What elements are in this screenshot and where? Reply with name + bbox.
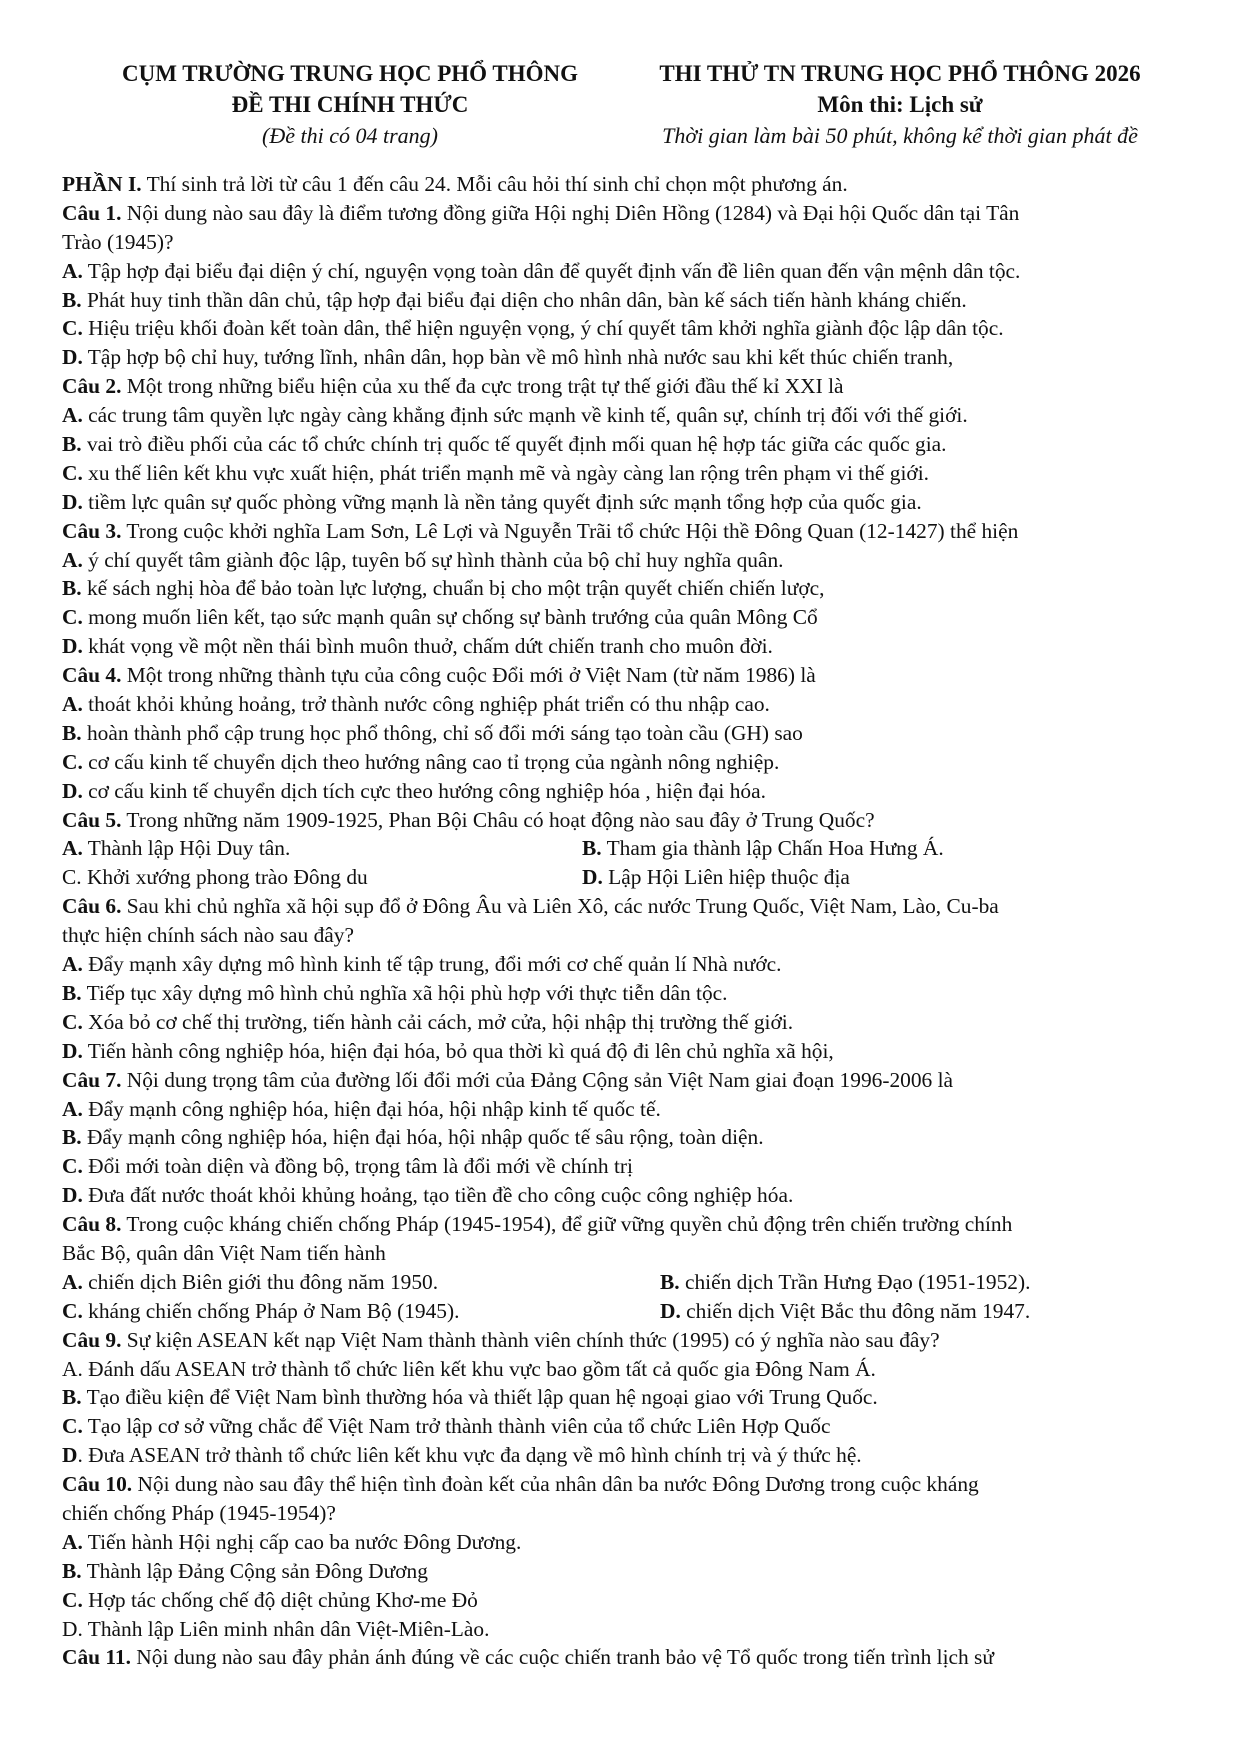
option-letter: C. (62, 749, 83, 774)
question-9-option (62, 1412, 1187, 1441)
option-letter: D. (62, 1038, 83, 1063)
option-letter: B. (62, 576, 82, 601)
option-text: Hợp tác chống chế độ diệt chủng Khơ-me Đỏ (82, 1587, 478, 1612)
question-1-stem (62, 228, 1187, 257)
option-text: D. Thành lập Liên minh nhân dân Việt-Miên-Lào. (62, 1616, 490, 1641)
question-3-option (62, 632, 1187, 661)
option-text: kế sách nghị hòa để bảo toàn lực lượng, chuẩn bị cho một trận quyết chiến chiến lược, (81, 576, 825, 601)
option-letter: D. (62, 634, 83, 659)
question-5-label: Câu 5. (62, 807, 122, 832)
question-5-option-row (62, 834, 1187, 863)
option-letter: A. (62, 547, 83, 572)
page-count-note: (Đề thi có 04 trang) (262, 123, 438, 148)
question-5-option (62, 863, 582, 892)
question-10-option (62, 1586, 1187, 1615)
question-10-text: chiến chống Pháp (1945-1954)? (62, 1500, 336, 1525)
option-text: Tập hợp bộ chỉ huy, tướng lĩnh, nhân dân, họp bàn về mô hình nhà nước sau khi kết thúc chiến tranh, (82, 345, 954, 370)
subject-label: Môn thi: Lịch sử (817, 92, 983, 117)
question-6-text: Sau khi chủ nghĩa xã hội sụp đổ ở Đông Âu và Liên Xô, các nước Trung Quốc, Việt Nam, Lào, Cu-ba (121, 894, 999, 919)
question-2-stem (62, 372, 1187, 401)
part-text: Thí sinh trả lời từ câu 1 đến câu 24. Mỗi câu hỏi thí sinh chỉ chọn một phương án. (141, 172, 848, 196)
part-instruction (62, 170, 1187, 199)
question-9-stem (62, 1326, 1187, 1355)
exam-body (62, 170, 1187, 1672)
question-1-option (62, 286, 1187, 315)
option-letter: B. (582, 836, 602, 861)
question-3-option (62, 603, 1187, 632)
part-label: PHẦN I. (62, 172, 142, 196)
question-10-stem (62, 1470, 1187, 1499)
question-2-label: Câu 2. (62, 374, 122, 399)
question-6-option (62, 950, 1187, 979)
school-cluster-title: CỤM TRƯỜNG TRUNG HỌC PHỔ THÔNG (122, 61, 578, 86)
question-2-option (62, 430, 1187, 459)
option-letter: D. (62, 778, 83, 803)
question-3-stem (62, 517, 1187, 546)
question-6-stem (62, 921, 1187, 950)
option-letter: B. (62, 720, 82, 745)
option-letter: A. (62, 836, 83, 861)
option-text: Tạo lập cơ sở vững chắc để Việt Nam trở thành thành viên của tổ chức Liên Hợp Quốc (82, 1414, 831, 1439)
question-4-label: Câu 4. (62, 663, 122, 688)
option-letter: A. (62, 1096, 83, 1121)
question-3-label: Câu 3. (62, 518, 122, 543)
question-1-text: Nội dung nào sau đây là điểm tương đồng giữa Hội nghị Diên Hồng (1284) và Đại hội Quốc dân tại Tân (121, 200, 1020, 225)
question-10-label: Câu 10. (62, 1472, 133, 1497)
option-text: thoát khỏi khủng hoảng, trở thành nước công nghiệp phát triển có thu nhập cao. (82, 692, 770, 717)
question-10-option (62, 1528, 1187, 1557)
question-10-text: Nội dung nào sau đây thể hiện tình đoàn kết của nhân dân ba nước Đông Dương trong cuộc kháng (132, 1472, 979, 1497)
option-text: Tạo điều kiện để Việt Nam bình thường hóa và thiết lập quan hệ ngoại giao với Trung Quốc. (81, 1385, 878, 1410)
option-letter: A. (62, 1529, 83, 1554)
question-10-stem (62, 1499, 1187, 1528)
option-text: C. Khởi xướng phong trào Đông du (62, 865, 368, 890)
option-text: khát vọng về một nền thái bình muôn thuở, chấm dứt chiến tranh cho muôn đời. (82, 634, 773, 659)
question-7-option (62, 1123, 1187, 1152)
option-letter: B. (62, 287, 82, 312)
question-2-text: Một trong những biểu hiện của xu thế đa cực trong trật tự thế giới đầu thế kỉ XXI là (121, 374, 844, 399)
header-right (615, 58, 1185, 151)
question-7-option (62, 1181, 1187, 1210)
option-letter: C. (62, 1587, 83, 1612)
question-7-option (62, 1095, 1187, 1124)
official-exam-label: ĐỀ THI CHÍNH THỨC (231, 92, 469, 117)
option-text: Đẩy mạnh xây dựng mô hình kinh tế tập trung, đổi mới cơ chế quản lí Nhà nước. (82, 952, 782, 977)
question-11-label: Câu 11. (62, 1645, 131, 1670)
header-left (80, 58, 620, 151)
question-9-option (62, 1355, 1187, 1384)
option-letter: C. (62, 605, 83, 630)
question-2-option (62, 459, 1187, 488)
option-text: Đẩy mạnh công nghiệp hóa, hiện đại hóa, hội nhập quốc tế sâu rộng, toàn diện. (81, 1125, 764, 1150)
option-letter: C. (62, 1298, 83, 1323)
question-5-stem (62, 806, 1187, 835)
option-text: chiến dịch Biên giới thu đông năm 1950. (82, 1269, 439, 1294)
option-text: Lập Hội Liên hiệp thuộc địa (602, 865, 850, 890)
option-text: ý chí quyết tâm giành độc lập, tuyên bố sự hình thành của bộ chỉ huy nghĩa quân. (82, 547, 784, 572)
option-letter: A. (62, 1269, 83, 1294)
option-text: tiềm lực quân sự quốc phòng vững mạnh là nền tảng quyết định sức mạnh tổng hợp của quốc gia. (82, 489, 922, 514)
question-6-stem (62, 892, 1187, 921)
option-letter: A. (62, 258, 83, 283)
question-8-stem (62, 1210, 1187, 1239)
question-5-text: Trong những năm 1909-1925, Phan Bội Châu có hoạt động nào sau đây ở Trung Quốc? (121, 807, 875, 832)
question-7-label: Câu 7. (62, 1067, 122, 1092)
question-7-stem (62, 1066, 1187, 1095)
question-2-option (62, 488, 1187, 517)
option-text: kháng chiến chống Pháp ở Nam Bộ (1945). (82, 1298, 460, 1323)
option-text: . Đưa ASEAN trở thành tổ chức liên kết khu vực đa dạng về mô hình chính trị và ý thức hệ. (77, 1443, 862, 1468)
option-text: Tiếp tục xây dựng mô hình chủ nghĩa xã hội phù hợp với thực tiễn dân tộc. (81, 980, 728, 1005)
option-text: Tập hợp đại biểu đại diện ý chí, nguyện vọng toàn dân để quyết định vấn đề liên quan đến vận mệnh dân tộc. (82, 258, 1021, 283)
question-6-label: Câu 6. (62, 894, 122, 919)
option-letter: A. (62, 952, 83, 977)
question-4-option (62, 719, 1187, 748)
option-text: Tiến hành Hội nghị cấp cao ba nước Đông Dương. (82, 1529, 522, 1554)
option-letter: C. (62, 316, 83, 341)
option-text: chiến dịch Trần Hưng Đạo (1951-1952). (679, 1269, 1031, 1294)
option-text: các trung tâm quyền lực ngày càng khẳng định sức mạnh về kinh tế, quân sự, chính trị đối với thế giới. (82, 403, 968, 428)
option-text: Đưa đất nước thoát khỏi khủng hoảng, tạo tiền đề cho công cuộc công nghiệp hóa. (82, 1183, 794, 1208)
question-4-option (62, 690, 1187, 719)
question-4-option (62, 748, 1187, 777)
option-letter: B. (660, 1269, 680, 1294)
option-letter: B. (62, 980, 82, 1005)
exam-title: THI THỬ TN TRUNG HỌC PHỔ THÔNG 2026 (659, 61, 1141, 86)
question-4-stem (62, 661, 1187, 690)
option-letter: B. (62, 432, 82, 457)
option-text: Xóa bỏ cơ chế thị trường, tiến hành cải cách, mở cửa, hội nhập thị trường thế giới. (82, 1009, 794, 1034)
option-text: mong muốn liên kết, tạo sức mạnh quân sự chống sự bành trướng của quân Mông Cổ (82, 605, 818, 630)
question-1-stem (62, 199, 1187, 228)
question-9-option (62, 1441, 1187, 1470)
question-6-text: thực hiện chính sách nào sau đây? (62, 923, 354, 948)
question-5-option-row (62, 863, 1187, 892)
option-text: Đẩy mạnh công nghiệp hóa, hiện đại hóa, hội nhập kinh tế quốc tế. (82, 1096, 661, 1121)
question-10-option (62, 1615, 1187, 1644)
option-letter: A. (62, 692, 83, 717)
question-8-option (62, 1268, 660, 1297)
question-1-option (62, 314, 1187, 343)
option-letter: D. (660, 1298, 681, 1323)
option-letter: C. (62, 460, 83, 485)
option-letter: D. (62, 489, 83, 514)
option-letter: D. (582, 865, 603, 890)
question-3-option (62, 574, 1187, 603)
question-11-text: Nội dung nào sau đây phản ánh đúng về các cuộc chiến tranh bảo vệ Tổ quốc trong tiến trình lịch sử (130, 1645, 994, 1670)
option-text: Phát huy tinh thần dân chủ, tập hợp đại biểu đại diện cho nhân dân, bàn kế sách tiến hành kháng chiến. (81, 287, 967, 312)
question-8-text: Bắc Bộ, quân dân Việt Nam tiến hành (62, 1240, 386, 1265)
question-8-option-row (62, 1297, 1187, 1326)
question-1-option (62, 257, 1187, 286)
question-4-option (62, 777, 1187, 806)
option-letter: B. (62, 1385, 82, 1410)
option-text: Thành lập Hội Duy tân. (82, 836, 291, 861)
option-letter: C. (62, 1009, 83, 1034)
question-7-option (62, 1152, 1187, 1181)
option-text: Thành lập Đảng Cộng sản Đông Dương (81, 1558, 428, 1583)
question-9-label: Câu 9. (62, 1327, 122, 1352)
question-1-label: Câu 1. (62, 200, 122, 225)
question-8-option (660, 1268, 1030, 1297)
question-5-option (62, 834, 582, 863)
question-6-option (62, 1037, 1187, 1066)
option-text: cơ cấu kinh tế chuyển dịch theo hướng nâng cao tỉ trọng của ngành nông nghiệp. (82, 749, 780, 774)
question-3-option (62, 546, 1187, 575)
option-letter: B. (62, 1558, 82, 1583)
option-text: Tiến hành công nghiệp hóa, hiện đại hóa, bỏ qua thời kì quá độ đi lên chủ nghĩa xã hội, (82, 1038, 834, 1063)
question-8-option-row (62, 1268, 1187, 1297)
question-8-text: Trong cuộc kháng chiến chống Pháp (1945-1954), để giữ vững quyền chủ động trên chiến trường chính (121, 1212, 1013, 1237)
option-letter: C. (62, 1154, 83, 1179)
question-9-option (62, 1383, 1187, 1412)
question-6-option (62, 979, 1187, 1008)
option-text: chiến dịch Việt Bắc thu đông năm 1947. (680, 1298, 1031, 1323)
option-letter: D. (62, 1183, 83, 1208)
question-8-option (660, 1297, 1030, 1326)
question-10-option (62, 1557, 1187, 1586)
time-note: Thời gian làm bài 50 phút, không kể thời gian phát đề (662, 123, 1138, 148)
question-2-option (62, 401, 1187, 430)
question-3-text: Trong cuộc khởi nghĩa Lam Sơn, Lê Lợi và Nguyễn Trãi tổ chức Hội thề Đông Quan (12-1427) thể hiện (121, 518, 1019, 543)
question-1-text: Trào (1945)? (62, 229, 174, 254)
question-8-stem (62, 1239, 1187, 1268)
question-7-text: Nội dung trọng tâm của đường lối đổi mới của Đảng Cộng sản Việt Nam giai đoạn 1996-2006 là (121, 1067, 954, 1092)
question-8-label: Câu 8. (62, 1212, 122, 1237)
option-letter: B. (62, 1125, 82, 1150)
option-letter: D (62, 1443, 78, 1468)
option-text: cơ cấu kinh tế chuyển dịch tích cực theo hướng công nghiệp hóa , hiện đại hóa. (82, 778, 766, 803)
question-1-option (62, 343, 1187, 372)
option-text: xu thế liên kết khu vực xuất hiện, phát triển mạnh mẽ và ngày càng lan rộng trên phạm vi thế giới. (82, 460, 930, 485)
option-text: Tham gia thành lập Chấn Hoa Hưng Á. (601, 836, 944, 861)
option-text: Đổi mới toàn diện và đồng bộ, trọng tâm là đổi mới về chính trị (82, 1154, 633, 1179)
question-8-option (62, 1297, 660, 1326)
option-text: Hiệu triệu khối đoàn kết toàn dân, thể hiện nguyện vọng, ý chí quyết tâm khởi nghĩa giành độc lập dân tộc. (82, 316, 1004, 341)
question-11-stem (62, 1643, 1187, 1672)
question-6-option (62, 1008, 1187, 1037)
option-letter: A. (62, 403, 83, 428)
option-letter: D. (62, 345, 83, 370)
option-text: vai trò điều phối của các tổ chức chính trị quốc tế quyết định mối quan hệ hợp tác giữa các quốc gia. (81, 432, 947, 457)
question-5-option (582, 834, 944, 863)
question-5-option (582, 863, 850, 892)
option-letter: C. (62, 1414, 83, 1439)
question-9-text: Sự kiện ASEAN kết nạp Việt Nam thành thành viên chính thức (1995) có ý nghĩa nào sau đây? (121, 1327, 940, 1352)
option-text: hoàn thành phổ cập trung học phổ thông, chỉ số đổi mới sáng tạo toàn cầu (GH) sao (81, 720, 803, 745)
option-text: A. Đánh dấu ASEAN trở thành tổ chức liên kết khu vực bao gồm tất cả quốc gia Đông Nam Á. (62, 1356, 876, 1381)
question-4-text: Một trong những thành tựu của công cuộc Đổi mới ở Việt Nam (từ năm 1986) là (121, 663, 816, 688)
